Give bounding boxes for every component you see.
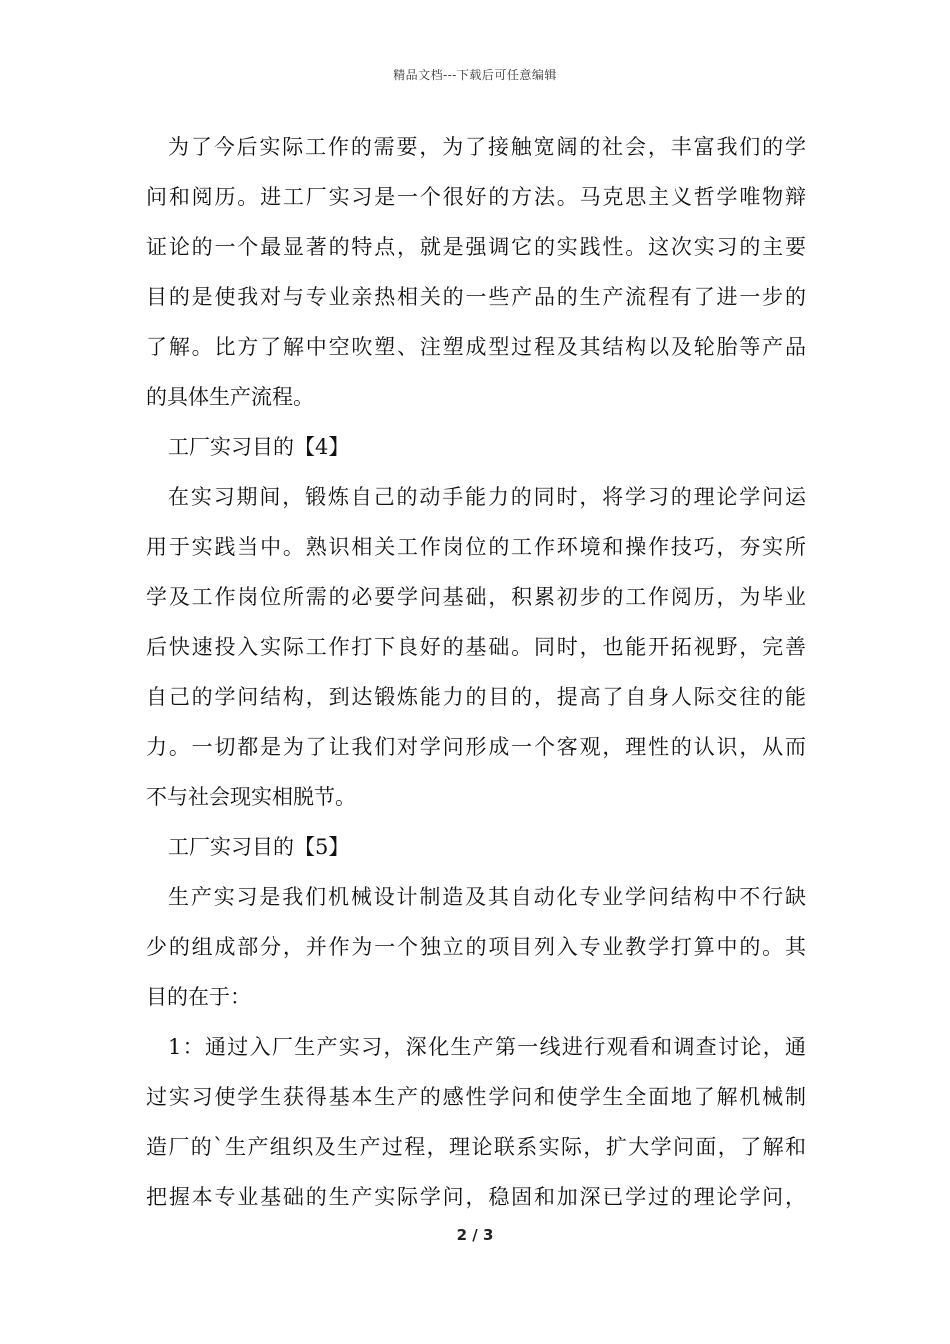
text-line-21: 造厂的`生产组织及生产过程，理论联系实际，扩大学问面，了解和 xyxy=(146,1135,806,1159)
text-line-2: 问和阅历。进工厂实习是一个很好的方法。马克思主义哲学唯物辩 xyxy=(146,185,806,209)
text-line-18: 目的在于： xyxy=(146,985,251,1009)
text-line-9: 用于实践当中。熟识相关工作岗位的工作环境和操作技巧，夯实所 xyxy=(146,535,806,559)
text-line-5: 了解。比方了解中空吹塑、注塑成型过程及其结构以及轮胎等产品 xyxy=(146,335,806,359)
text-line-16: 生产实习是我们机械设计制造及其自动化专业学问结构中不行缺 xyxy=(168,885,806,909)
page-header: 精品文档---下载后可任意编辑 xyxy=(393,68,557,82)
text-line-8: 在实习期间，锻炼自己的动手能力的同时，将学习的理论学问运 xyxy=(168,485,806,509)
document-body xyxy=(146,126,806,1226)
page-number: 2 / 3 xyxy=(456,1226,494,1244)
section-heading-5: 工厂实习目的【5】 xyxy=(168,835,350,859)
text-line-10: 学及工作岗位所需的必要学问基础，积累初步的工作阅历，为毕业 xyxy=(146,585,806,609)
text-line-17: 少的组成部分，并作为一个独立的项目列入专业教学打算中的。其 xyxy=(146,935,806,959)
text-line-11: 后快速投入实际工作打下良好的基础。同时，也能开拓视野，完善 xyxy=(146,635,806,659)
text-line-19: 1：通过入厂生产实习，深化生产第一线进行观看和调查讨论，通 xyxy=(168,1035,806,1059)
text-line-14: 不与社会现实相脱节。 xyxy=(146,785,356,809)
section-heading-4: 工厂实习目的【4】 xyxy=(168,435,350,459)
text-line-20: 过实习使学生获得基本生产的感性学问和使学生全面地了解机械制 xyxy=(146,1085,806,1109)
text-line-13: 力。一切都是为了让我们对学问形成一个客观，理性的认识，从而 xyxy=(146,735,806,759)
text-line-6: 的具体生产流程。 xyxy=(146,385,314,409)
text-line-22: 把握本专业基础的生产实际学问，稳固和加深已学过的理论学问， xyxy=(146,1185,806,1209)
text-line-4: 目的是使我对与专业亲热相关的一些产品的生产流程有了进一步的 xyxy=(146,285,806,309)
text-line-1: 为了今后实际工作的需要，为了接触宽阔的社会，丰富我们的学 xyxy=(168,135,806,159)
text-line-12: 自己的学问结构，到达锻炼能力的目的，提高了自身人际交往的能 xyxy=(146,685,806,709)
text-line-3: 证论的一个最显著的特点，就是强调它的实践性。这次实习的主要 xyxy=(146,235,806,259)
